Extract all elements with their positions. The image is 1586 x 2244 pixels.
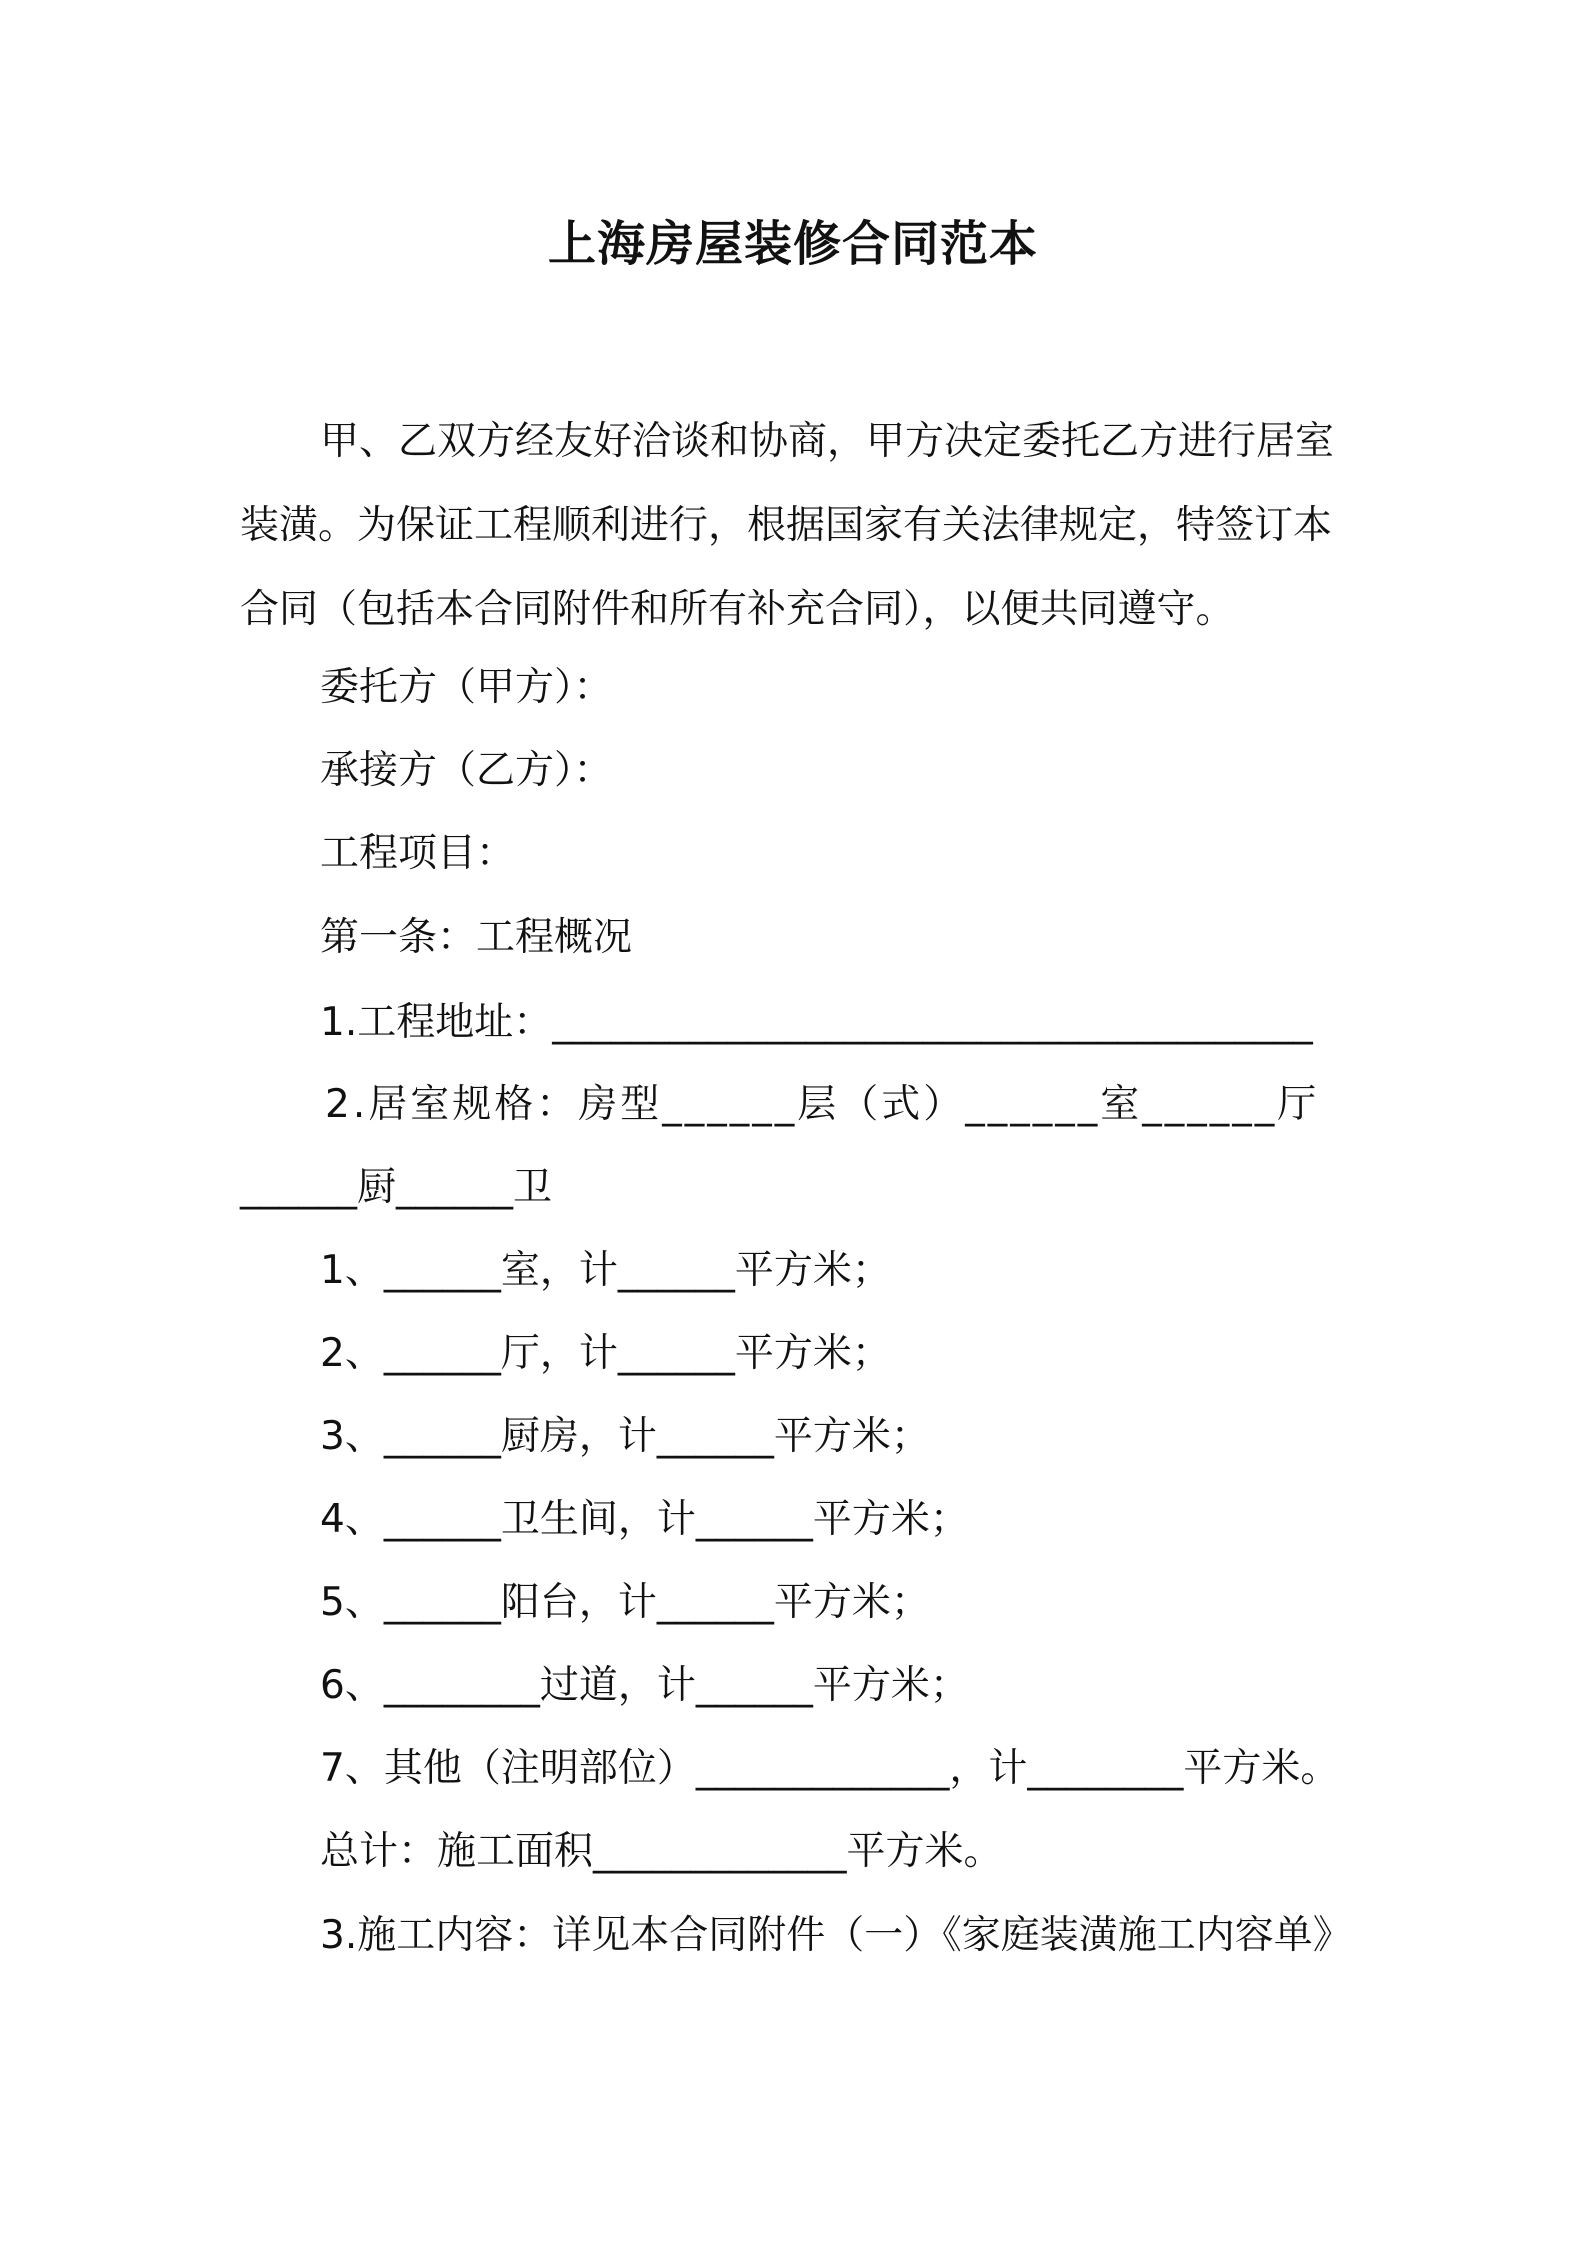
room-item: 4、______卫生间，计______平方米；	[320, 1497, 969, 1542]
room-item: 2、______厅，计______平方米；	[320, 1331, 891, 1376]
project-label: 工程项目：	[320, 831, 516, 876]
document-title: 上海房屋装修合同范本	[547, 216, 1038, 272]
room-item: 1、______室，计______平方米；	[320, 1248, 891, 1293]
construction-content-line: 3.施工内容：详见本合同附件（一）《家庭装潢施工内容单》	[320, 1913, 1352, 1958]
address-line: 1.工程地址：_______________________________________	[320, 1000, 1313, 1045]
total-area-line: 总计：施工面积_____________平方米。	[320, 1829, 1003, 1874]
room-item: 3、______厨房，计______平方米；	[320, 1414, 930, 1459]
party-a-label: 委托方（甲方）：	[320, 665, 613, 710]
article-1-heading: 第一条：工程概况	[320, 915, 633, 960]
room-item: 5、______阳台，计______平方米；	[320, 1580, 930, 1625]
spec-line-1: 2.居室规格：房型______层（式）______室______厅	[325, 1082, 1320, 1127]
room-item: 7、其他（注明部位）_____________，计________平方米。	[320, 1746, 1340, 1791]
party-b-label: 承接方（乙方）：	[320, 748, 613, 793]
intro-paragraph: 甲、乙双方经友好洽谈和协商，甲方决定委托乙方进行居室装潢。为保证工程顺利进行，根据国家有关法律规定，特签订本合同（包括本合同附件和所有补充合同），以便共同遵守。	[240, 419, 1335, 632]
room-item: 6、________过道，计______平方米；	[320, 1663, 969, 1708]
spec-line-2: ______厨______卫	[240, 1165, 553, 1210]
